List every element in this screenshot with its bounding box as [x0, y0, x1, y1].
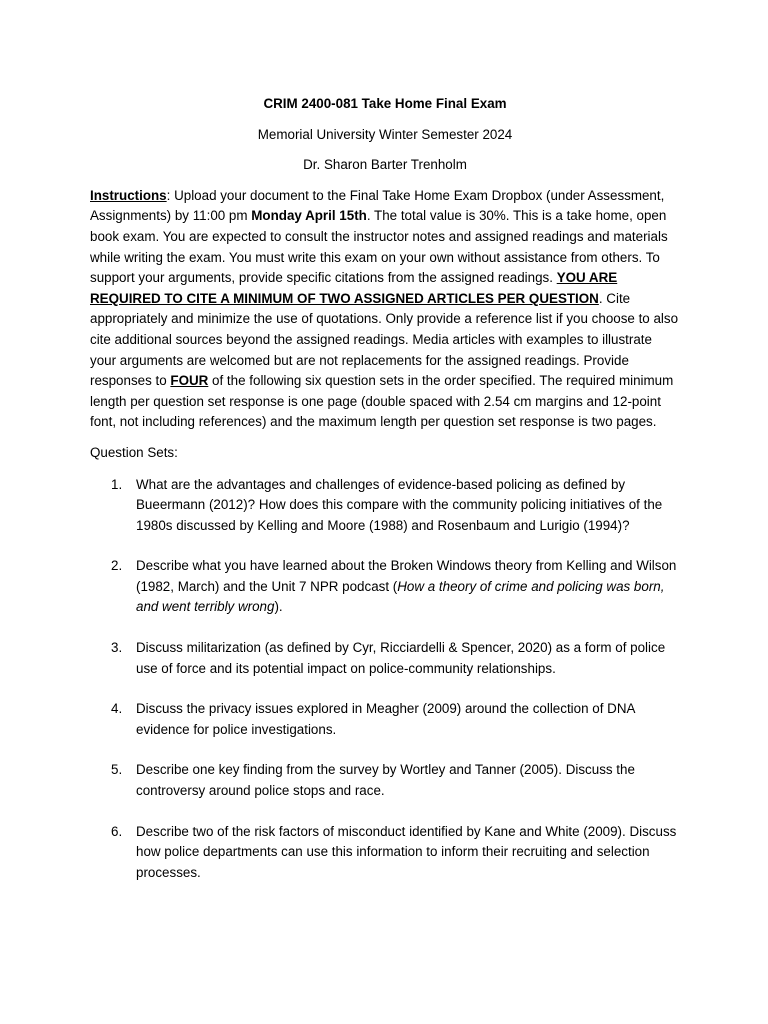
question-text: Discuss the privacy issues explored in Meagher (2009) around the collection of DNA evidence for police investigations. [136, 701, 635, 737]
instructions-text-1: : Upload your document to the Final Take Home Exam Dropbox (under Assessment, Assignments) by 11:00 pm [90, 187, 665, 224]
instructions-text-3: . Cite appropriately and minimize the use of quotations. Only provide a reference list if you choose to also cite additional sources beyond the assigned readings. Media articles with examples to illustrate your arguments are welcomed but are not replacements for the assigned readings. Provide responses to [90, 290, 679, 389]
instructor-name: Dr. Sharon Barter Trenholm [303, 157, 467, 173]
university-semester: Memorial University Winter Semester 2024 [257, 126, 513, 142]
question-item-5 [90, 760, 680, 801]
podcast-title: How a theory of crime and policing was born, and went terribly wrong [136, 578, 665, 615]
instructions-text-2: . The total value is 30%. This is a take home, open book exam. You are expected to consult the instructor notes and assigned readings and materials while writing the exam. You must write this exam on your own without assistance from others. To support your arguments, provide specific citations from the assigned readings. [90, 208, 668, 286]
question-text: What are the advantages and challenges of evidence-based policing as defined by Bueermann (2012)? How does this compare with the community policing initiatives of the 1980s discussed by Kelling and Moore (1988) and Rosenbaum and Lurigio (1994)? [136, 476, 663, 533]
question-text-end: ). [274, 599, 283, 615]
question-number: 4. [111, 701, 123, 717]
instructions-paragraph [90, 186, 680, 433]
question-number: 3. [111, 640, 123, 656]
instructions-label: Instructions [90, 187, 167, 203]
question-item-1 [90, 475, 680, 537]
question-text: Describe what you have learned about the Broken Windows theory from Kelling and Wilson (1982, March) and the Unit 7 NPR podcast ( [136, 558, 677, 594]
question-list [90, 475, 680, 884]
question-item-6 [90, 822, 680, 884]
response-count: FOUR [170, 373, 209, 389]
exam-title: CRIM 2400-081 Take Home Final Exam [263, 96, 507, 111]
question-number: 6. [111, 823, 123, 839]
question-text: Discuss militarization (as defined by Cyr, Ricciardelli & Spencer, 2020) as a form of police use of force and its potential impact on police-community relationships. [136, 640, 666, 676]
exam-document [90, 94, 680, 903]
question-text: Describe one key finding from the survey by Wortley and Tanner (2005). Discuss the controversy around police stops and race. [136, 762, 635, 799]
question-item-2 [90, 556, 680, 618]
instructions-text-4: of the following six question sets in the order specified. The required minimum length per question set response is one page (double spaced with 2.54 cm margins and 12-point font, not including references) and the maximum length per question set response is two pages. [90, 373, 674, 430]
question-sets-label: Question Sets: [90, 444, 178, 460]
question-text: Describe two of the risk factors of misconduct identified by Kane and White (2009). Discuss how police departments can use this information to inform their recruiting and selection processes. [136, 823, 677, 880]
citation-requirement: YOU ARE REQUIRED TO CITE A MINIMUM OF TWO ASSIGNED ARTICLES PER QUESTION [90, 270, 618, 306]
question-item-3 [90, 638, 680, 679]
question-number: 1. [111, 476, 123, 492]
question-item-4 [90, 699, 680, 740]
question-number: 5. [111, 762, 123, 778]
question-number: 2. [111, 558, 123, 574]
deadline-date: Monday April 15th [251, 208, 367, 224]
